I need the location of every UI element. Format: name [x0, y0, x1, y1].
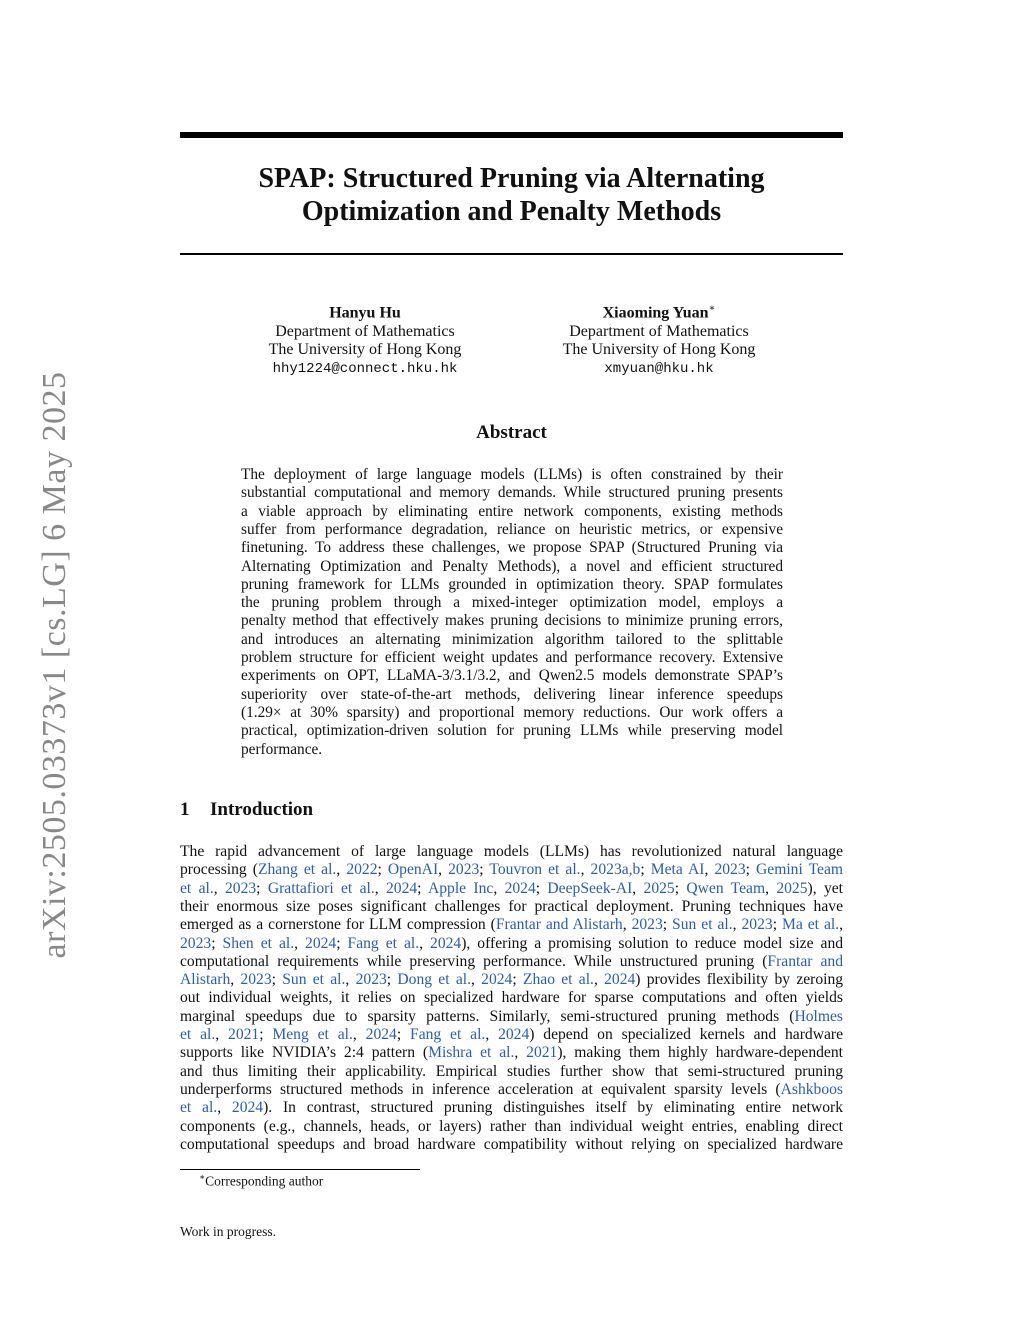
intro-text: , [230, 971, 241, 989]
author-email[interactable]: xmyuan@hku.hk [604, 360, 714, 377]
citation-link[interactable]: 2023 [180, 934, 212, 952]
intro-text: ; [386, 971, 398, 989]
intro-text: , [593, 971, 605, 989]
intro-text: components (e.g., channels, heads, or layers) rather than individual weight entries, enabling direct [180, 1117, 843, 1135]
citation-link[interactable]: 2021 [228, 1026, 260, 1043]
intro-line [180, 843, 843, 861]
citation-link[interactable]: 2022 [346, 861, 378, 879]
intro-text: , [485, 1026, 499, 1043]
citation-link[interactable]: 2024 [231, 1099, 264, 1117]
arxiv-identifier: arXiv:2505.03373v1 [cs.LG] 6 May 2025 [36, 371, 73, 959]
intro-text: ; [535, 879, 548, 897]
intro-line [180, 861, 843, 879]
citation-link[interactable]: Alistarh [180, 971, 231, 989]
intro-line [180, 1008, 843, 1026]
intro-text: ; [396, 1026, 411, 1043]
intro-text: , [839, 916, 843, 934]
footnote-mark: ∗ [199, 1172, 206, 1182]
intro-text: , [470, 971, 482, 989]
citation-link[interactable]: Ashkboos [780, 1080, 843, 1098]
intro-line [180, 898, 843, 916]
abstract-line: (1.29× at 30% sparsity) and proportional memory reductions. Our work offers a [241, 703, 783, 721]
intro-line [180, 1081, 843, 1099]
intro-text: ) depend on specialized kernels and hardware [529, 1026, 843, 1043]
intro-text: The rapid advancement of large language models (LLMs) has revolutionized natural language [180, 843, 843, 860]
intro-text: , [765, 879, 777, 897]
citation-link[interactable]: Sun et al. [672, 916, 733, 934]
author-email[interactable]: hhy1224@connect.hku.hk [272, 360, 458, 377]
intro-text: , [352, 1026, 366, 1043]
author-affiliation: The University of Hong Kong [268, 341, 462, 359]
intro-line [180, 953, 843, 971]
intro-text: , [345, 971, 356, 989]
abstract-line: Alternating Optimization and Penalty Methods), a novel and efficient structured [241, 557, 783, 575]
citation-link[interactable]: 2023 [631, 916, 663, 934]
intro-text: ), yet [807, 879, 843, 897]
intro-text: ; [256, 879, 268, 897]
intro-text: ; [674, 879, 687, 897]
intro-text: ; [479, 861, 490, 879]
citation-link[interactable]: Touvron et al. [489, 861, 581, 879]
intro-line [180, 1044, 843, 1062]
citation-link[interactable]: et al. [180, 1026, 216, 1043]
citation-link[interactable]: 2023 [224, 879, 257, 897]
intro-text: ), offering a promising solution to reduce model size and [461, 934, 844, 952]
intro-text: ; [662, 916, 673, 934]
citation-link[interactable]: 2023 [448, 861, 480, 879]
intro-text: ; [745, 861, 757, 879]
abstract-line: The deployment of large language models (LLMs) is often constrained by their [241, 466, 783, 483]
intro-text: processing ( [180, 861, 258, 879]
intro-text: ; [772, 916, 782, 934]
intro-text: computational requirements while preserving performance. While unstructured pruning ( [180, 952, 768, 970]
intro-text: computational speedups and broad hardware compatibility without relying on specialized hardware [180, 1135, 843, 1153]
author-block-1 [215, 300, 515, 378]
citation-link[interactable]: 2024 [481, 971, 513, 989]
citation-link[interactable]: Ma et al. [781, 916, 840, 934]
intro-text: ). In contrast, structured pruning distinguishes itself by eliminating entire network [263, 1099, 843, 1117]
intro-text: and thus limiting their applicability. Empirical studies further show that semi-structured pruning [180, 1062, 843, 1080]
intro-line [180, 880, 843, 898]
author-block-2 [509, 300, 809, 378]
intro-text: ; [512, 971, 523, 989]
citation-link[interactable]: Frantar and [767, 952, 843, 970]
intro-text: ), making them highly hardware-dependent [557, 1044, 843, 1062]
intro-text: underperforms structured methods in inference acceleration at equivalent sparsity levels ( [180, 1080, 781, 1098]
abstract-line: the pruning problem through a mixed-integer optimization model, employs a [241, 594, 783, 612]
title-rule-bottom [180, 253, 843, 255]
intro-text: out individual weights, it relies on specialized hardware for sparse computations and often yields [180, 989, 843, 1007]
citation-link[interactable]: Meng et al. [272, 1026, 353, 1043]
abstract-line: substantial computational and memory demands. While structured pruning presents [241, 484, 783, 502]
citation-link[interactable]: 2021 [526, 1044, 558, 1062]
intro-line [180, 989, 843, 1007]
abstract-line: suffer from performance degradation, reliance on heuristic metrics, or expensive [241, 520, 783, 538]
abstract-line: and introduces an alternating minimization algorithm tailored to the splittable [241, 630, 783, 648]
intro-line [180, 935, 843, 953]
intro-line [180, 1136, 843, 1154]
citation-link[interactable]: Dong et al. [397, 971, 471, 989]
citation-link[interactable]: Shen et al. [222, 934, 295, 952]
abstract-line: superiority over state-of-the-art methods, delivering linear inference speedups [241, 685, 783, 703]
intro-text: ; [377, 861, 388, 879]
citation-link[interactable]: Fang et al. [347, 934, 420, 952]
abstract-line: performance. [241, 740, 323, 758]
intro-line [180, 971, 843, 989]
citation-link[interactable]: Holmes [794, 1007, 843, 1025]
intro-text: ; [417, 879, 428, 897]
citation-link[interactable]: Qwen Team [686, 879, 766, 897]
citation-link[interactable]: et al. [180, 1099, 218, 1117]
intro-text: ; [640, 861, 651, 879]
intro-line [180, 916, 843, 934]
citation-link[interactable]: 2024 [365, 1026, 397, 1043]
citation-link[interactable]: 2024 [498, 1026, 530, 1043]
citation-link[interactable]: 2024 [305, 934, 337, 952]
intro-line [180, 1063, 843, 1081]
abstract-heading: Abstract [476, 422, 547, 443]
intro-text: , [438, 861, 449, 879]
abstract-line: pruning framework for LLMs grounded in optimization theory. SPAP formulates [241, 575, 783, 593]
intro-text: , [213, 879, 225, 897]
footnote [199, 1172, 323, 1190]
intro-text: , [514, 1044, 527, 1062]
intro-text: , [215, 1026, 229, 1043]
citation-link[interactable]: 2024 [604, 971, 636, 989]
citation-link[interactable]: Zhang et al. [257, 861, 337, 879]
intro-text: , [580, 861, 591, 879]
intro-text: their enormous size poses significant challenges for practical deployment. Pruning techniques have [180, 897, 843, 915]
citation-link[interactable]: Frantar and Alistarh [495, 916, 623, 934]
intro-text: ; [336, 934, 348, 952]
author-name: Hanyu Hu [329, 304, 401, 322]
author-department: Department of Mathematics [569, 322, 749, 340]
abstract-body [241, 466, 783, 766]
abstract-line: practical, optimization-driven solution for pruning LLMs while preserving model [241, 722, 783, 740]
citation-link[interactable]: et al. [180, 879, 214, 897]
citation-link[interactable]: Apple Inc [427, 879, 494, 897]
citation-link[interactable]: DeepSeek-AI [547, 879, 633, 897]
abstract-line: a viable approach by eliminating entire network components, existing methods [241, 502, 783, 520]
paper-title: SPAP: Structured Pruning via Alternating Optimization and Penalty Methods [258, 163, 765, 227]
intro-line [180, 1099, 843, 1117]
citation-link[interactable]: Fang et al. [410, 1026, 486, 1043]
abstract-line: penalty method that effectively makes pruning decisions to minimize pruning errors, [241, 612, 783, 630]
intro-text: ; [271, 971, 283, 989]
citation-link[interactable]: 2023 [355, 971, 387, 989]
citation-link[interactable]: 2025 [776, 879, 808, 897]
author-department: Department of Mathematics [275, 322, 455, 340]
citation-link[interactable]: Mishra et al. [428, 1044, 515, 1062]
intro-text: emerged as a cornerstone for LLM compression ( [180, 916, 496, 934]
intro-text: , [374, 879, 386, 897]
intro-text: , [704, 861, 715, 879]
citation-link[interactable]: 2025 [643, 879, 675, 897]
abstract-line: experiments on OPT, LLaMA-3/3.1/3.2, and Qwen2.5 models demonstrate SPAP’s [241, 667, 783, 685]
intro-line [180, 1026, 843, 1044]
citation-link[interactable]: 2023 [741, 916, 773, 934]
citation-link[interactable]: Meta AI [650, 861, 705, 879]
citation-link[interactable]: 2024 [504, 879, 536, 897]
title-rule-top [180, 132, 843, 138]
citation-link[interactable]: Sun et al. [282, 971, 346, 989]
intro-text: marginal speedups due to sparsity patterns. Similarly, semi-structured pruning methods ( [180, 1007, 795, 1025]
intro-text: , [217, 1099, 232, 1117]
citation-link[interactable]: 2023 [240, 971, 272, 989]
intro-text: , [419, 934, 431, 952]
citation-link[interactable]: Grattafiori et al. [267, 879, 375, 897]
work-in-progress-note: Work in progress. [180, 1224, 277, 1239]
citation-link[interactable]: 2024 [430, 934, 462, 952]
intro-text: , [622, 916, 632, 934]
footnote-text: Corresponding author [205, 1173, 324, 1189]
intro-text: , [493, 879, 505, 897]
intro-text: ) provides flexibility by zeroing [635, 971, 844, 989]
author-affiliation: The University of Hong Kong [562, 341, 756, 359]
intro-text: ; [259, 1026, 273, 1043]
abstract-line: finetuning. To address these challenges, we propose SPAP (Structured Pruning via [241, 539, 783, 557]
section-title: Introduction [210, 799, 314, 820]
intro-text: ; [211, 934, 223, 952]
intro-text: , [294, 934, 306, 952]
citation-link[interactable]: Gemini Team [756, 861, 843, 879]
citation-link[interactable]: OpenAI [387, 861, 439, 879]
intro-text: , [336, 861, 347, 879]
intro-line [180, 1118, 843, 1136]
citation-link[interactable]: 2023a,b [590, 861, 641, 879]
intro-text: , [732, 916, 742, 934]
citation-link[interactable]: Zhao et al. [522, 971, 594, 989]
footnote-rule [180, 1169, 420, 1170]
citation-link[interactable]: 2023 [714, 861, 746, 879]
citation-link[interactable]: 2024 [385, 879, 418, 897]
abstract-line: problem structure for efficient weight updates and performance recovery. Extensive [241, 649, 783, 666]
introduction-body [180, 843, 843, 1155]
section-heading [180, 799, 313, 821]
section-number: 1 [180, 799, 190, 820]
intro-text: , [632, 879, 644, 897]
author-name: Xiaoming Yuan∗ [602, 303, 716, 322]
intro-text: supports like NVIDIA’s 2:4 pattern ( [180, 1044, 429, 1062]
